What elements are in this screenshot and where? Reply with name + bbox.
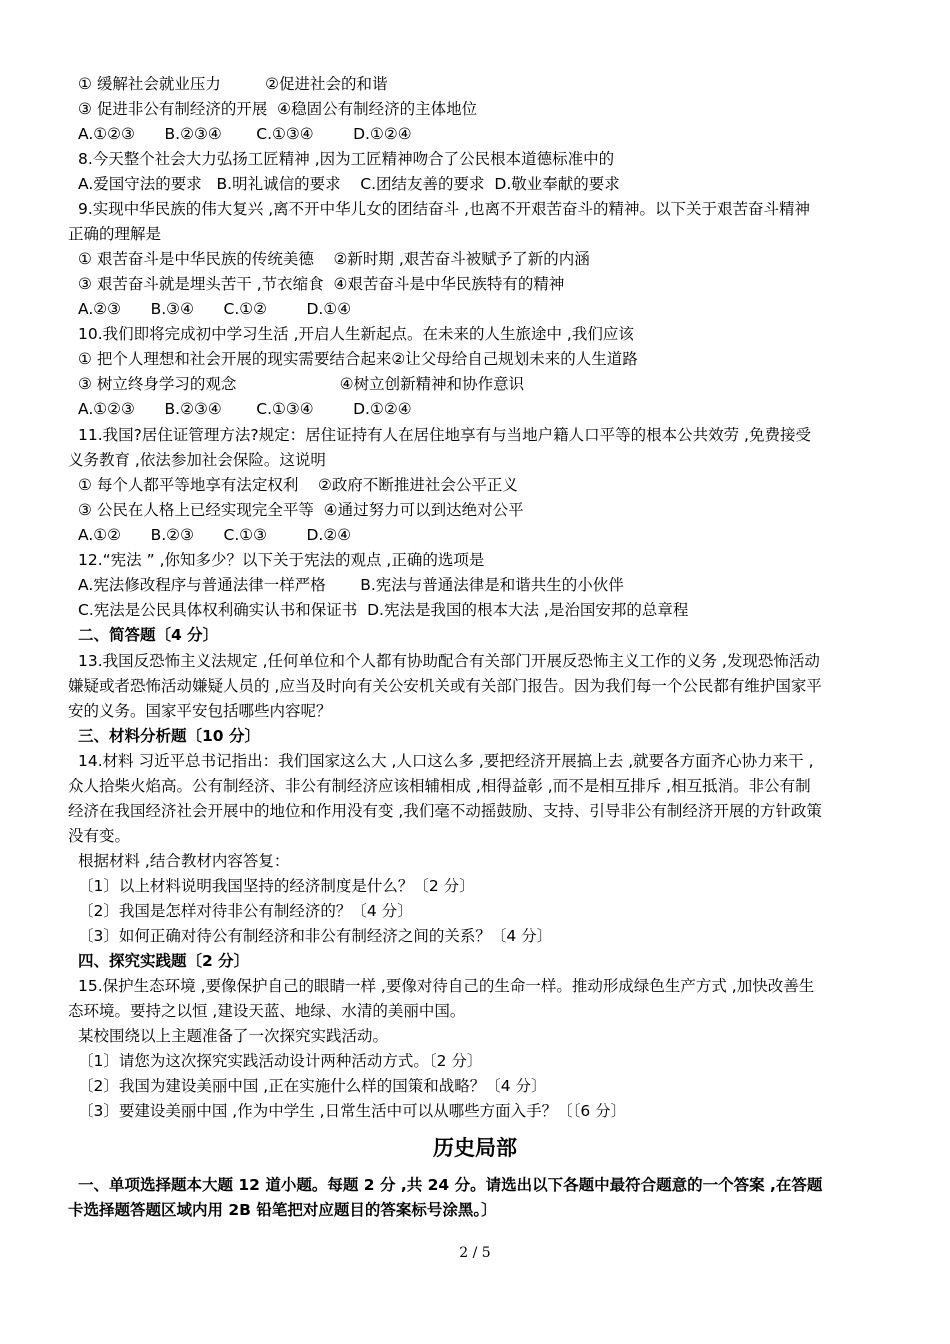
question-15-material-cont: 态环境。要持之以恒 ,建设天蓝、地绿、水清的美丽中国。	[68, 1002, 466, 1020]
section-material-analysis-heading: 三、材料分析题〔10 分〕	[78, 727, 260, 745]
question-9-option-3-4: ③ 艰苦奋斗就是埋头苦干 ,节衣缩食 ④艰苦奋斗是中华民族特有的精神	[78, 275, 565, 293]
question-10-option-1-2: ① 把个人理想和社会开展的现实需要结合起来②让父母给自己规划未来的人生道路	[78, 350, 638, 368]
question-14-material-cont: 经济在我国经济社会开展中的地位和作用没有变 ,我们毫不动摇鼓励、支持、引导非公有制经济开展的方针政策	[68, 802, 822, 820]
question-9-option-1-2: ① 艰苦奋斗是中华民族的传统美德 ②新时期 ,艰苦奋斗被赋予了新的内涵	[78, 250, 590, 268]
question-13-text: 13.我国反恐怖主义法规定 ,任何单位和个人都有协助配合有关部门开展反恐怖主义工作的义务 ,发现恐怖活动	[78, 652, 820, 670]
question-14-prompt: 根据材料 ,结合教材内容答复：	[78, 852, 290, 870]
question-15-sub-2: 〔2〕我国为建设美丽中国 ,正在实施什么样的国策和战略？〔4 分〕	[78, 1077, 547, 1095]
question-11-stem-cont: 义务教育 ,依法参加社会保险。这说明	[68, 451, 326, 469]
question-13-text-cont: 安的义务。国家平安包括哪些内容呢？	[68, 702, 332, 720]
question-15-prompt: 某校围绕以上主题准备了一次探究实践活动。	[78, 1027, 389, 1045]
question-14-material-cont: 众人拾柴火焰高。公有制经济、非公有制经济应该相辅相成 ,相得益彰 ,而不是相互排斥 ,相互抵消。非公有制	[68, 777, 811, 795]
question-10-option-3-4: ③ 树立终身学习的观念 ④树立创新精神和协作意识	[78, 375, 525, 393]
question-14-sub-3: 〔3〕如何正确对待公有制经济和非公有制经济之间的关系？〔4 分〕	[78, 927, 553, 945]
question-12-choices-ab: A.宪法修改程序与普通法律一样严格 B.宪法与普通法律是和谐共生的小伙伴	[78, 576, 624, 594]
history-instructions-cont: 卡选择题答题区域内用 2B 铅笔把对应题目的答案标号涂黑。〕	[68, 1201, 497, 1219]
question-8-choices: A.爱国守法的要求 B.明礼诚信的要求 C.团结友善的要求 D.敬业奉献的要求	[78, 175, 620, 193]
section-inquiry-practice-heading: 四、探究实践题〔2 分〕	[78, 952, 250, 970]
question-14-sub-2: 〔2〕我国是怎样对待非公有制经济的？〔4 分〕	[78, 902, 413, 920]
question-12-stem: 12.“宪法 ” ,你知多少？以下关于宪法的观点 ,正确的选项是	[78, 551, 485, 569]
question-7-choices: A.①②③ B.②③④ C.①③④ D.①②④	[78, 125, 412, 143]
section-short-answer-heading: 二、简答题〔4 分〕	[78, 626, 219, 644]
question-8-stem: 8.今天整个社会大力弘扬工匠精神 ,因为工匠精神吻合了公民根本道德标准中的	[78, 150, 615, 168]
question-11-choices: A.①② B.②③ C.①③ D.②④	[78, 526, 352, 544]
question-15-sub-3: 〔3〕要建设美丽中国 ,作为中学生 ,日常生活中可以从哪些方面入手？〔〔6 分〕	[78, 1102, 627, 1120]
question-11-stem: 11.我国?居住证管理方法?规定：居住证持有人在居住地享有与当地户籍人口平等的根本公共效劳 ,免费接受	[78, 426, 811, 444]
history-section-title: 历史局部	[433, 1136, 517, 1160]
question-12-choices-cd: C.宪法是公民具体权利确实认书和保证书 D.宪法是我国的根本大法 ,是治国安邦的总章程	[78, 601, 689, 619]
question-7-option-3-4: ③ 促进非公有制经济的开展 ④稳固公有制经济的主体地位	[78, 100, 478, 118]
page-number: 2 / 5	[459, 1245, 491, 1261]
question-14-material-cont: 没有变。	[68, 827, 131, 845]
question-15-sub-1: 〔1〕请您为这次探究实践活动设计两种活动方式。〔2 分〕	[78, 1052, 483, 1070]
question-9-stem: 9.实现中华民族的伟大复兴 ,离不开中华儿女的团结奋斗 ,也离不开艰苦奋斗的精神。以下关于艰苦奋斗精神	[78, 200, 810, 218]
question-15-material: 15.保护生态环境 ,要像保护自己的眼睛一样 ,要像对待自己的生命一样。推动形成绿色生产方式 ,加快改善生	[78, 977, 815, 995]
question-7-option-1-2: ① 缓解社会就业压力 ②促进社会的和谐	[78, 75, 388, 93]
question-14-material: 14.材料 习近平总书记指出：我们国家这么大 ,人口这么多 ,要把经济开展搞上去 ,就要各方面齐心协力来干 ,	[78, 752, 814, 770]
question-11-option-3-4: ③ 公民在人格上已经实现完全平等 ④通过努力可以到达绝对公平	[78, 501, 524, 519]
history-instructions: 一、单项选择题本大题 12 道小题。每题 2 分 ,共 24 分。请选出以下各题中最符合题意的一个答案 ,在答题	[78, 1176, 823, 1194]
question-9-stem-cont: 正确的理解是	[68, 225, 162, 243]
question-11-option-1-2: ① 每个人都平等地享有法定权利 ②政府不断推进社会公平正义	[78, 476, 518, 494]
question-14-sub-1: 〔1〕以上材料说明我国坚持的经济制度是什么？〔2 分〕	[78, 877, 475, 895]
question-10-stem: 10.我们即将完成初中学习生活 ,开启人生新起点。在未来的人生旅途中 ,我们应该	[78, 325, 634, 343]
question-13-text-cont: 嫌疑或者恐怖活动嫌疑人员的 ,应当及时向有关公安机关或有关部门报告。因为我们每一个公民都有维护国家平	[68, 677, 822, 695]
question-10-choices: A.①②③ B.②③④ C.①③④ D.①②④	[78, 400, 412, 418]
question-9-choices: A.②③ B.③④ C.①② D.①④	[78, 300, 352, 318]
